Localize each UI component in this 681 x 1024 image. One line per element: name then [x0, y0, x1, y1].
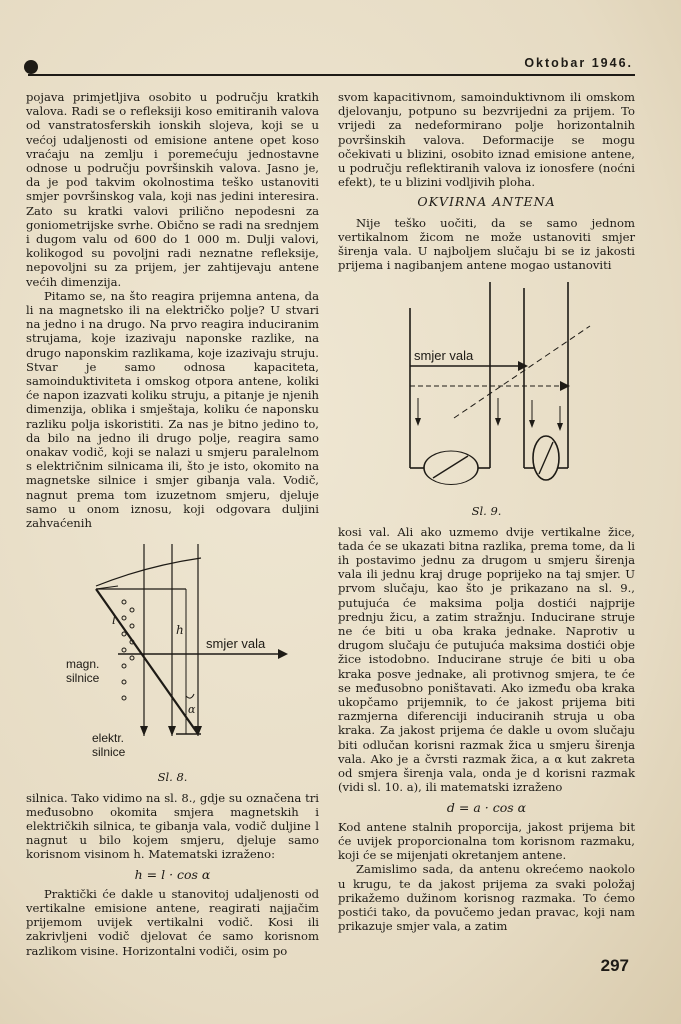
figure-9-caption: Sl. 9. [471, 504, 502, 519]
fig8-label-electric-2: silnice [92, 745, 126, 760]
fig8-label-direction: smjer vala [206, 636, 266, 652]
figure-8-caption: Sl. 8. [157, 770, 188, 785]
right-column [338, 90, 635, 933]
right-paragraph-3: kosi val. Ali ako uzmemo dvije vertikalne žice, tada će se ukazati bitna razlika, prema tome, da li ih postavimo jednu za drugom u smjeru širenja vala ili jednu kraj druge poprijeko na taj smjer. U prvom slučaju, kao što je prikazano na sl. 9., putujuća će maksima polja dostići najprije prednju žicu, a zatim stražnju. Inducirane struje ne će biti u oba kraka jednake. Naprotiv u drugom slučaju će putujuća maksima dostići obje žice istodobno. Inducirane struje će biti u oba kraka posve jednake, ali protivnog smjera, te će se međusobno poništavati. Ako između oba kraka ukopčamo prijemnik, to će jakost prijema biti razmjerna diferenciji induciranih struja u oba kraka. Za jakost prijema će dakle u ovom slučaju biti odlučan korisni razmak žica u smjeru širenja vala. Ako je a čvrsti razmak žica, a α kut zakreta od smjera širenja vala, onda je d korisni razmak (vidi sl. 10. a), ili matematski izraženo [338, 524, 635, 795]
section-heading: OKVIRNA ANTENA [417, 194, 556, 210]
fig8-label-alpha: α [188, 703, 196, 717]
formula-h: h = l · cos α [134, 866, 211, 882]
page-number: 297 [600, 956, 629, 975]
right-paragraph-5: Zamislimo sada, da antenu okrećemo naokolo u krugu, te da jakost prijema za svaki položaj prikažemo dužinom korisnog razmaka. To ćemo postići tako, da povučemo jedan pravac, koji nam prikazuje smjer vala, a zatim [338, 862, 635, 934]
fig8-label-magnetic-2: silnice [66, 671, 100, 686]
fig9-label-direction: smjer vala [414, 348, 474, 364]
left-paragraph-3: silnica. Tako vidimo na sl. 8., gdje su označena tri međusobno okomita smjera magnetskih i električkih silnica, te gibanja vala, vodič duljine l nagnut u bilo kojem smjeru, djeluje samo korisnom visinom h. Matematski izraženo: [26, 790, 319, 862]
left-paragraph-2: Pitamo se, na što reagira prijemna antena, da li na magnetsko ili na električko polje? U stvari na jedno i na drugo. Na prvo reagira induciranim strujama, koje izazivaju naponske razlike, na drugo naponskim razlikama, koje izazivaju struju. Stvar je samo odnosa kapaciteta, samoinduktiviteta i omskog otpora antene, koliki će napon izazvati koliku struju, a pitanje je njenih dimenzija, oblika i smještaja, koliku će naponsku razliku polja iskoristiti. Za nas je bitno jedino to, da bilo na jedno ili drugo polje, reagira samo onakav vodič, koji se nalazi u smjeru paralelnom s električnim silnicama ili, što je isto, okomito na magnetske silnice i smjer gibanja vala. Vodič, nagnut prema tom izuzetnom smjeru, djeluje samo u onom iznosu, koji odgovara duljini zahvaćenih [26, 288, 319, 531]
fig8-label-l: l [112, 613, 116, 628]
fig8-label-h: h [176, 623, 184, 638]
issue-date: Oktobar 1946. [524, 56, 633, 70]
header-bullet [24, 60, 38, 74]
left-column [26, 90, 319, 958]
fig8-label-magnetic-1: magn. [66, 657, 100, 672]
figure-9-diagram [338, 278, 635, 500]
figure-9 [338, 278, 635, 500]
formula-d: d = a · cos α [446, 799, 527, 815]
figure-8 [26, 536, 319, 766]
left-paragraph-1: pojava primjetljiva osobito u području kratkih valova. Radi se o refleksiji koso emitiranih valova od vanstratosferskih ionskih slojeva, koji se u većoj udaljenosti od emisione antene opet koso vraćaju na zemlju i poremećuju jednostavne odnose u području površinskih valova. Jasno je, da je pod takvim okolnostima teško ustanoviti smjer površinskog vala, koji nas jedini interesira. Zato su kratki valovi prilično nepodesni za goniometrijske svrhe. Obično se radi na srednjem i dugom valu od 600 do 1 000 m. Dulji valovi, kolikogod su povoljni radi neznatne refleksije, nepovoljni su za prijem, jer zahtijevaju antene većih dimenzija. [26, 90, 319, 289]
left-paragraph-4: Praktički će dakle u stanovitoj udaljenosti od vertikalne emisione antene, reagirati najjačim prijemom uvijek vertikalni vodič. Kosi ili zakrivljeni vodič djelovat će samo korisnom razlikom visine. Horizontalni vodiči, osim po [26, 886, 319, 958]
fig8-label-electric-1: elektr. [92, 731, 125, 746]
right-paragraph-1: svom kapacitivnom, samoinduktivnom ili omskom djelovanju, potpuno su bezvrijedni za prijem. To vrijedi za nedeformirano polje horizontalnih površinskih valova. Deformacije se mogu očekivati u blizini, osobito iznad emisione antene, u području reflektiranih valova iz ionosfere (noćni efekt), te u blizini vodljivih ploha. [338, 90, 635, 190]
figure-8-diagram [26, 536, 319, 766]
right-paragraph-2: Nije teško uočiti, da se samo jednom vertikalnom žicom ne može ustanoviti smjer širenja vala. U najboljem slučaju bi se iz jakosti prijema i nagibanjem antene mogao ustanoviti [338, 215, 635, 273]
right-paragraph-4: Kod antene stalnih proporcija, jakost prijema bit će uvijek proporcionalna tom korisnom razmaku, koji će se mijenjati okretanjem antene. [338, 819, 635, 863]
header-rule [28, 74, 635, 76]
